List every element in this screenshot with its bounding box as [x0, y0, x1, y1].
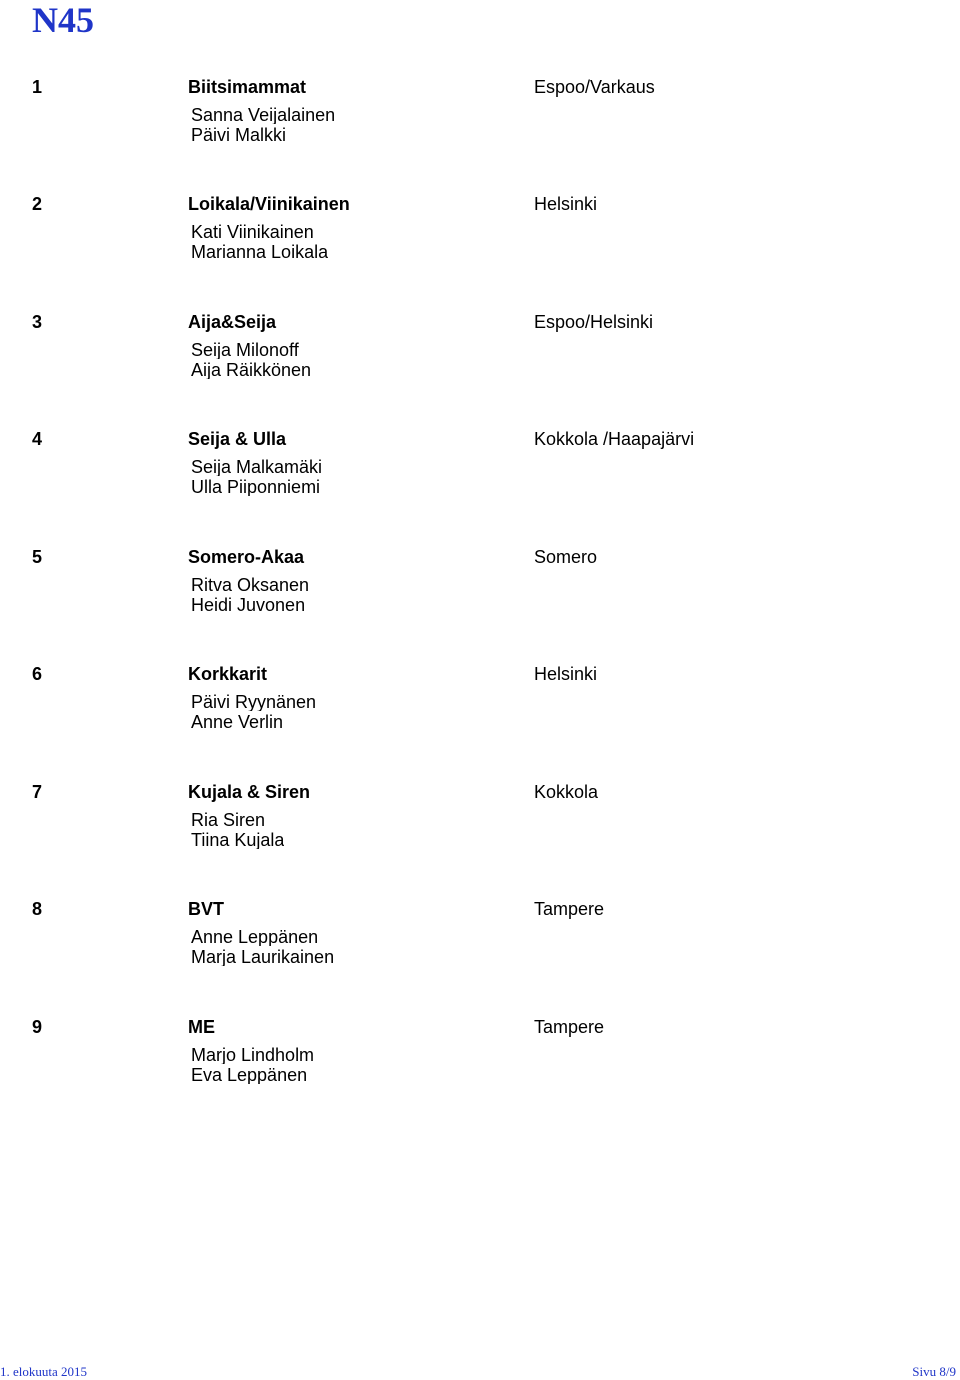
- page-title: N45: [32, 0, 94, 40]
- rank-number: 4: [32, 429, 43, 449]
- rank-number: 5: [32, 547, 43, 567]
- rank-number: 9: [32, 1017, 43, 1037]
- player-name: Anne Verlin: [191, 712, 284, 731]
- footer-date: 1. elokuuta 2015: [0, 1364, 88, 1379]
- team-name: Kujala & Siren: [188, 782, 311, 802]
- list-item: [0, 781, 960, 861]
- team-city: Kokkola: [534, 782, 599, 802]
- team-name: BVT: [188, 899, 224, 919]
- player-name: Aija Räikkönen: [191, 360, 312, 379]
- team-name: Aija&Seija: [188, 312, 277, 332]
- player-name: Päivi Ryynänen: [191, 692, 317, 711]
- footer-page-number: Sivu 8/9: [912, 1364, 956, 1379]
- team-city: Helsinki: [534, 194, 598, 214]
- player-name: Marja Laurikainen: [191, 947, 335, 966]
- team-city: Espoo/Helsinki: [534, 312, 654, 332]
- list-item: [0, 311, 960, 391]
- player-name: Marianna Loikala: [191, 242, 329, 261]
- list-item: [0, 663, 960, 743]
- player-name: Ulla Piiponniemi: [191, 477, 321, 496]
- player-name: Eva Leppänen: [191, 1065, 308, 1084]
- player-name: Sanna Veijalainen: [191, 105, 336, 124]
- team-city: Tampere: [534, 1017, 605, 1037]
- player-name: Ria Siren: [191, 810, 266, 829]
- rank-number: 3: [32, 312, 43, 332]
- player-name: Heidi Juvonen: [191, 595, 306, 614]
- player-name: Seija Milonoff: [191, 340, 299, 359]
- list-item: [0, 76, 960, 156]
- team-name: Korkkarit: [188, 664, 268, 684]
- team-name: Loikala/Viinikainen: [188, 194, 350, 214]
- list-item: [0, 1016, 960, 1096]
- player-name: Päivi Malkki: [191, 125, 287, 144]
- rank-number: 6: [32, 664, 43, 684]
- team-name: Seija & Ulla: [188, 429, 287, 449]
- team-city: Helsinki: [534, 664, 598, 684]
- team-name: Somero-Akaa: [188, 547, 305, 567]
- player-name: Seija Malkamäki: [191, 457, 323, 476]
- team-name: Biitsimammat: [188, 77, 307, 97]
- team-city: Tampere: [534, 899, 605, 919]
- team-name: ME: [188, 1017, 215, 1037]
- player-name: Marjo Lindholm: [191, 1045, 315, 1064]
- list-item: [0, 193, 960, 273]
- player-name: Kati Viinikainen: [191, 222, 314, 241]
- team-city: Somero: [534, 547, 598, 567]
- team-city: Espoo/Varkaus: [534, 77, 655, 97]
- list-item: [0, 898, 960, 978]
- rank-number: 1: [32, 77, 43, 97]
- player-name: Tiina Kujala: [191, 830, 285, 849]
- player-name: Ritva Oksanen: [191, 575, 310, 594]
- list-item: [0, 546, 960, 626]
- team-city: Kokkola /Haapajärvi: [534, 429, 695, 449]
- list-item: [0, 428, 960, 508]
- player-name: Anne Leppänen: [191, 927, 319, 946]
- rank-number: 2: [32, 194, 43, 214]
- rank-number: 7: [32, 782, 43, 802]
- rank-number: 8: [32, 899, 43, 919]
